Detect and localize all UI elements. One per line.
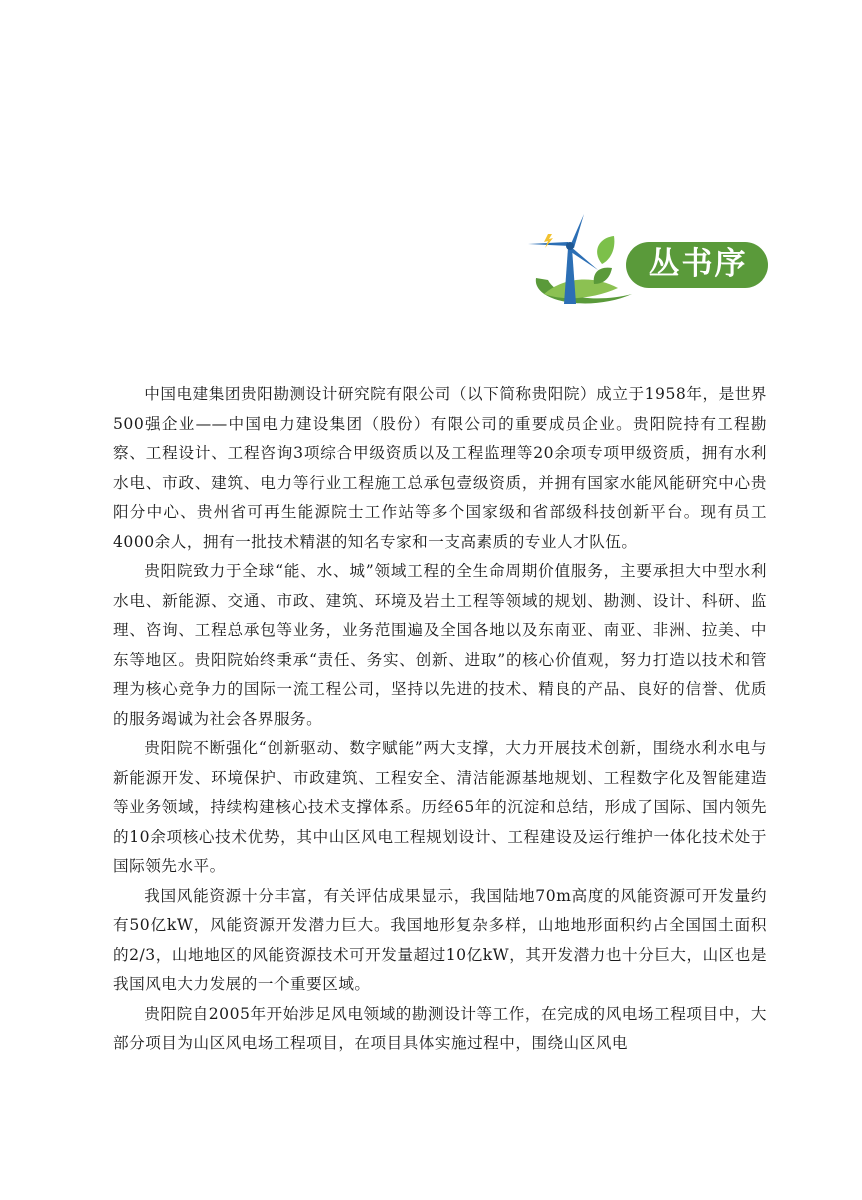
paragraph-3: 贵阳院不断强化“创新驱动、数字赋能”两大支撑，大力开展技术创新，围绕水利水电与新能源开发、环境保护、市政建筑、工程安全、清洁能源基地规划、工程数字化及智能建造等业务领域，持续构建核心技术支撑体系。历经65年的沉淀和总结，形成了国际、国内领先的10余项核心技术优势，其中山区风电工程规划设计、工程建设及运行维护一体化技术处于国际领先水平。	[113, 739, 767, 875]
turbine-tower	[564, 248, 576, 304]
preface-body	[113, 380, 767, 1059]
paragraph-5: 贵阳院自2005年开始涉足风电领域的勘测设计等工作，在完成的风电场工程项目中，大部分项目为山区风电场工程项目，在项目具体实施过程中，围绕山区风电	[113, 1004, 767, 1052]
turbine-hub	[566, 242, 574, 250]
paragraph-4: 我国风能资源十分丰富，有关评估成果显示，我国陆地70m高度的风能资源可开发量约有50亿kW，风能资源开发潜力巨大。我国地形复杂多样，山地地形面积约占全国国土面积的2/3，山地地区的风能资源技术可开发量超过10亿kW，其开发潜力也十分巨大，山区也是我国风电大力发展的一个重要区域。	[113, 886, 767, 993]
landscape-hill	[544, 279, 618, 298]
series-preface-emblem	[522, 208, 772, 312]
bolt-icon	[544, 234, 553, 248]
paragraph-1: 中国电建集团贵阳勘测设计研究院有限公司（以下简称贵阳院）成立于1958年，是世界500强企业——中国电力建设集团（股份）有限公司的重要成员企业。贵阳院持有工程勘察、工程设计、工程咨询3项综合甲级资质以及工程监理等20余项专项甲级资质，拥有水利水电、市政、建筑、电力等行业工程施工总承包壹级资质，并拥有国家水能风能研究中心贵阳分中心、贵州省可再生能源院士工作站等多个国家级和省部级科技创新平台。现有员工4000余人，拥有一批技术精湛的知名专家和一支高素质的专业人才队伍。	[113, 385, 767, 551]
leaf-icon	[594, 268, 612, 284]
page-title: 丛书序	[648, 246, 748, 282]
leaf-icon	[597, 236, 614, 264]
paragraph-2: 贵阳院致力于全球“能、水、城”领域工程的全生命周期价值服务，主要承担大中型水利水电、新能源、交通、市政、建筑、环境及岩土工程等领域的规划、勘测、设计、科研、监理、咨询、工程总承包等业务，业务范围遍及全国各地以及东南亚、南亚、非洲、拉美、中东等地区。贵阳院始终秉承“责任、务实、创新、进取”的核心价值观，努力打造以技术和管理为核心竞争力的国际一流工程公司，坚持以先进的技术、精良的产品、良好的信誉、优质的服务竭诚为社会各界服务。	[113, 562, 767, 728]
